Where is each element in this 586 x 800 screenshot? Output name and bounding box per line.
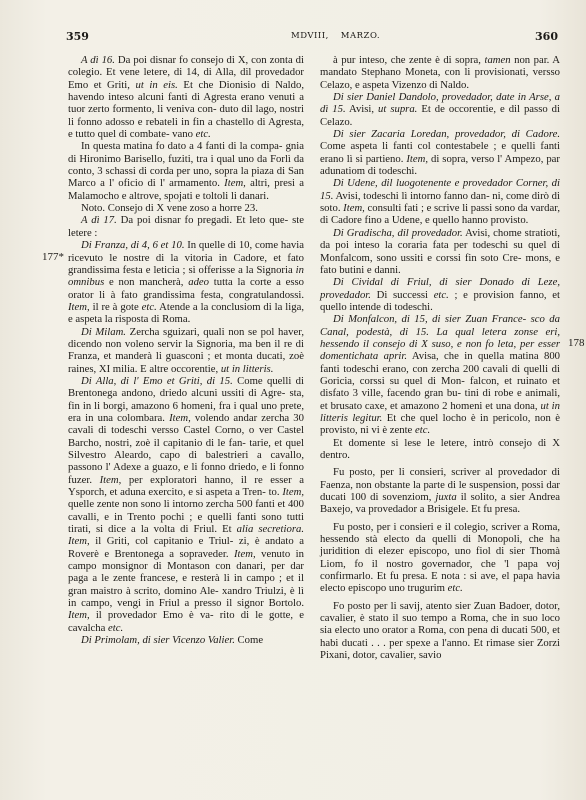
text-run: Et che quel locho è in pericolo, non è provisto, ni vi è zente xyxy=(320,411,560,437)
text-run: il Griti, col capitanio e Triul- zi, è andato a Roverè e Brentonega a sopraveder. xyxy=(68,535,304,560)
italic-text-run: adeo xyxy=(188,276,210,289)
italic-text-run: A dì 16. xyxy=(81,54,115,66)
italic-text-run: Di Monfalcon, di 15, di sier Zuan France- sco da Canal, podestà, di 15. La qual letera zonse eri, hessendo il consejo di X suso, e non fo leta, per esser domentichata aprir. xyxy=(320,313,560,363)
italic-text-run: etc. xyxy=(141,300,157,313)
italic-text-run: Item, xyxy=(233,547,256,560)
text-run: Da poi disnar fo pregadi. Et leto que- ste letere : xyxy=(68,214,304,239)
text-run: In questa matina fo dato a 4 fanti di la compa- gnia di Hironimo Barisello, fuziti, tra i qual uno da Forlì da conto, 3 schassi di corda per uno, sopra la piaza di San Marco a l' oficio di l' armamento. xyxy=(68,140,304,190)
italic-text-run: alia secretiora. xyxy=(236,523,304,536)
italic-text-run: A dì 17. xyxy=(81,214,117,227)
italic-text-run: Di Primolam, di sier Vicenzo Valier. xyxy=(81,634,235,647)
italic-text-run: Di Gradischa, dil provedador. xyxy=(333,226,463,239)
left-column-paragraph xyxy=(68,214,304,239)
italic-text-run: Item, xyxy=(99,473,122,486)
italic-text-run: etc. xyxy=(108,621,124,634)
right-column-paragraph xyxy=(320,313,560,436)
italic-text-run: Di Milam. xyxy=(81,325,126,338)
text-run: ; e provision fanno, et quello intende di todeschi. xyxy=(320,288,560,313)
text-run: Di successi xyxy=(370,288,434,301)
italic-text-run: Di sier Daniel Dandolo, provedador, date in Arse, a dì 15. xyxy=(320,91,560,116)
italic-text-run: ut in litteris. xyxy=(220,362,274,375)
italic-text-run: tamen xyxy=(484,54,511,66)
text-run: consulti fati ; e scrive li passi sono da vardar, di Cadore fino a Udene, e quello hanno provisto. xyxy=(320,202,561,227)
text-run: di sopra, verso l' Ampezo, par adunatiom di todeschi. xyxy=(320,152,560,178)
text-run: Avisi, todeschi lì intorno fanno dan- ni, come dirò di soto. xyxy=(320,189,560,215)
margin-note-left: 177* xyxy=(42,251,64,263)
right-text-column xyxy=(320,54,560,662)
italic-text-run: etc. xyxy=(414,424,431,437)
text-run: Et che Dionisio di Naldo, havendo inteso alcuni fanti di Agresta erano venuti a tuor zerto formento, li veniva con- duto dil lago, nostri li fonno adosso e rebateli in fin a chastello di Agresta, e tutto quel di combate- vano xyxy=(68,78,304,141)
right-column-paragraph xyxy=(320,128,560,177)
italic-text-run: ut in eis. xyxy=(135,78,178,91)
right-column-paragraph xyxy=(320,54,560,91)
italic-text-run: Di sier Zacaria Loredan, provedador, di Cadore. xyxy=(333,128,560,141)
right-column-paragraph xyxy=(320,276,560,313)
italic-text-run: ut supra. xyxy=(378,103,418,116)
text-run: à pur inteso, che zente è di sopra, xyxy=(333,54,485,66)
right-column-paragraph xyxy=(320,227,560,276)
italic-text-run: Di Alla, di l' Emo et Griti, di 15. xyxy=(81,374,233,387)
italic-text-run: ut in litteris legitur. xyxy=(320,399,560,424)
page-number-right: 360 xyxy=(535,30,558,43)
text-run: quelle zente non sono li intorno zercha 500 fanti et 400 cavalli, e in Trento pochi ; e quelli fanti sono tutti tirati, si dice a la volta di Friul. Et xyxy=(68,498,304,536)
right-column-paragraph xyxy=(320,466,560,515)
italic-text-run: Item, xyxy=(68,609,90,622)
page-number-left: 359 xyxy=(66,30,89,43)
text-run: Fo posto per li savij, atento sier Zuan Badoer, dotor, cavalier, è stato il suo tempo a Roma, che in suo loco sia electo uno orator a Roma, con pena di ducati 500, et habi ducati . . . per spexe a l'anno. Et rimase sier Zorzi Pixani, dotor, cavalier, savio xyxy=(320,599,560,662)
text-run: Da poi disnar fo consejo di X, con zonta di colegio. Et vene letere, di 14, di Alla, dil provedador Emo et Griti, xyxy=(68,54,304,91)
running-title-month: MARZO. xyxy=(340,31,381,41)
text-run: Come quelli di Brentonega andono, driedo alcuni ussiti di Agre- sta, fin in li borgi, amazono 6 homeni, fra i qual uno prete, era in una colombara. xyxy=(68,374,304,424)
right-column-paragraph xyxy=(320,600,560,662)
italic-text-run: Item, xyxy=(169,411,191,424)
text-run: altri, presi a Malamocho e altrove, spojati e toltoli li danari. xyxy=(68,177,304,202)
italic-text-run: Item, xyxy=(343,202,365,215)
text-run: non par. A mandato Stephano Moneta, con li provisionati, versso Celazo, e aspeta Vizenzo di Naldo. xyxy=(320,54,560,91)
text-run: il re à gote xyxy=(89,300,142,313)
text-run: Come xyxy=(234,634,264,647)
text-run: Avisa, che in quella matina 800 fanti todeschi erano, con zercha 200 cavali di quelli di Goricia, corssi su quel di Mon- falcon, et ruinato et disfato 3 ville, facendo gran bu- tini di robe e animali, et brusato caxe, et amazono 2 homeni et una dona, xyxy=(320,350,561,412)
left-column-paragraph xyxy=(68,140,304,202)
italic-text-run: Di Franza, di 4, 6 et 10. xyxy=(81,239,185,252)
left-text-column xyxy=(68,54,304,647)
italic-text-run: etc. xyxy=(447,582,463,595)
text-run: Atende a la conclusiom di la liga, e aspeta la risposta di Roma. xyxy=(68,300,304,326)
text-run: il provedador Emo è va- rito di le gotte, e cavalcha xyxy=(68,609,304,634)
left-column-paragraph xyxy=(68,634,304,646)
italic-text-run: Di Cividal di Friul, di sier Donado di Leze, provedador. xyxy=(320,276,560,301)
left-column-paragraph xyxy=(68,239,304,325)
text-run: per exploratori hanno, il re esser a Ysporch, et aduna exercito, e si aspeta a Tren- to. xyxy=(68,473,304,499)
text-run: e non mancherà, xyxy=(104,276,189,289)
italic-text-run: Item, xyxy=(282,486,304,499)
text-run: Avisi, xyxy=(345,103,379,116)
right-column-paragraph xyxy=(320,177,560,226)
italic-text-run: etc. xyxy=(433,288,449,301)
left-column-paragraph xyxy=(68,375,304,634)
running-title xyxy=(291,31,380,41)
text-run: Noto. Consejo di X vene zoso a horre 23. xyxy=(81,202,258,215)
running-header xyxy=(66,30,558,46)
text-run: Fu posto, per li consieri, scriver al provedador di Faenza, non obstante la parte di le suspension, possi dar ducati 100 di sovenziom, xyxy=(320,466,560,504)
italic-text-run: etc. xyxy=(195,128,211,141)
text-run: volendo andar zercha 30 cavali di todeschi versso Castel Corno, o ver Castel Barcho, nostri, zoè il capitanio di le fan- tarie, et quel Silvestro Aleardo, capo di balestrieri a cavallo, passono l' Adexe a guazo, e li fonno driedo, e li fonno fuzer. xyxy=(68,411,304,486)
text-run: In quelle di 10, come havia ricevuto le nostre di la vitoria in Cadore, et fato grandissima festa e leticia ; si offerisse a la Signoria xyxy=(68,239,304,276)
right-column-paragraph xyxy=(320,91,560,128)
left-column-paragraph xyxy=(68,326,304,375)
italic-text-run: Di Udene, dil luogotenente e provedador Corner, di 15. xyxy=(320,177,560,202)
text-run: tutta la corte a esso orator li à fato grandissima festa, congratulandossi. xyxy=(68,276,304,301)
text-run: Et de occorentie, e dil passo di Celazo. xyxy=(320,103,560,128)
italic-text-run: in omnibus xyxy=(68,263,304,289)
text-run: venuto in campo monsignor di Montason con danari, per dar paga a le zente francese, e resterà li in campo ; et il gran maistro à scrito, domino Ale- xandro Triulzi, è lì in campo, vengi in Friul a presso il signor Bortolo. xyxy=(68,547,304,610)
text-run: Avisi, chome stratioti, da poi inteso la coraria fata per todeschi su quel di Monfalcom, sono ussiti e corssi fin soto Cre- mons, e fato butini e danni. xyxy=(320,226,560,276)
italic-text-run: Item, xyxy=(68,535,90,548)
text-run: Zercha sguizari, quali non se pol haver, dicendo non voleno servir la Signoria, ma ben il re di Franza, et manderà li guasconi ; et monta ducati, zoè raines, XI milia. E altre occorentie, xyxy=(68,325,304,375)
left-column-paragraph xyxy=(68,202,304,214)
left-column-paragraph xyxy=(68,54,304,140)
text-run: Come aspeta li fanti col contestabele ; e quelli fanti erano lì si partieno. xyxy=(320,140,560,165)
italic-text-run: juxta xyxy=(435,491,457,504)
italic-text-run: Item, xyxy=(224,177,246,190)
italic-text-run: Item, xyxy=(68,300,90,313)
text-run: Et domente si lese le letere, intrò consejo di X dentro. xyxy=(320,436,560,461)
margin-note-right: 178 xyxy=(568,337,585,349)
text-run: il solito, a sier Andrea Baxejo, va provedador a Brisigele. Et fu presa. xyxy=(320,491,560,516)
right-column-paragraph xyxy=(320,437,560,462)
italic-text-run: Item, xyxy=(406,152,429,165)
right-column-paragraph xyxy=(320,521,560,595)
text-run: Fu posto, per i consieri e il colegio, scriver a Roma, hessendo stà electo da quelli di Monopoli, che ha juridition di elezer episcopo, uno fiol di sier Thomà Liom, fo il nostro governador, che 'l papa voj confirmarlo. Et fu presa. E nota : si ave, el papa havia electo episcopo uno trugurim xyxy=(320,520,560,595)
running-title-year: MDVIII, xyxy=(291,31,329,41)
